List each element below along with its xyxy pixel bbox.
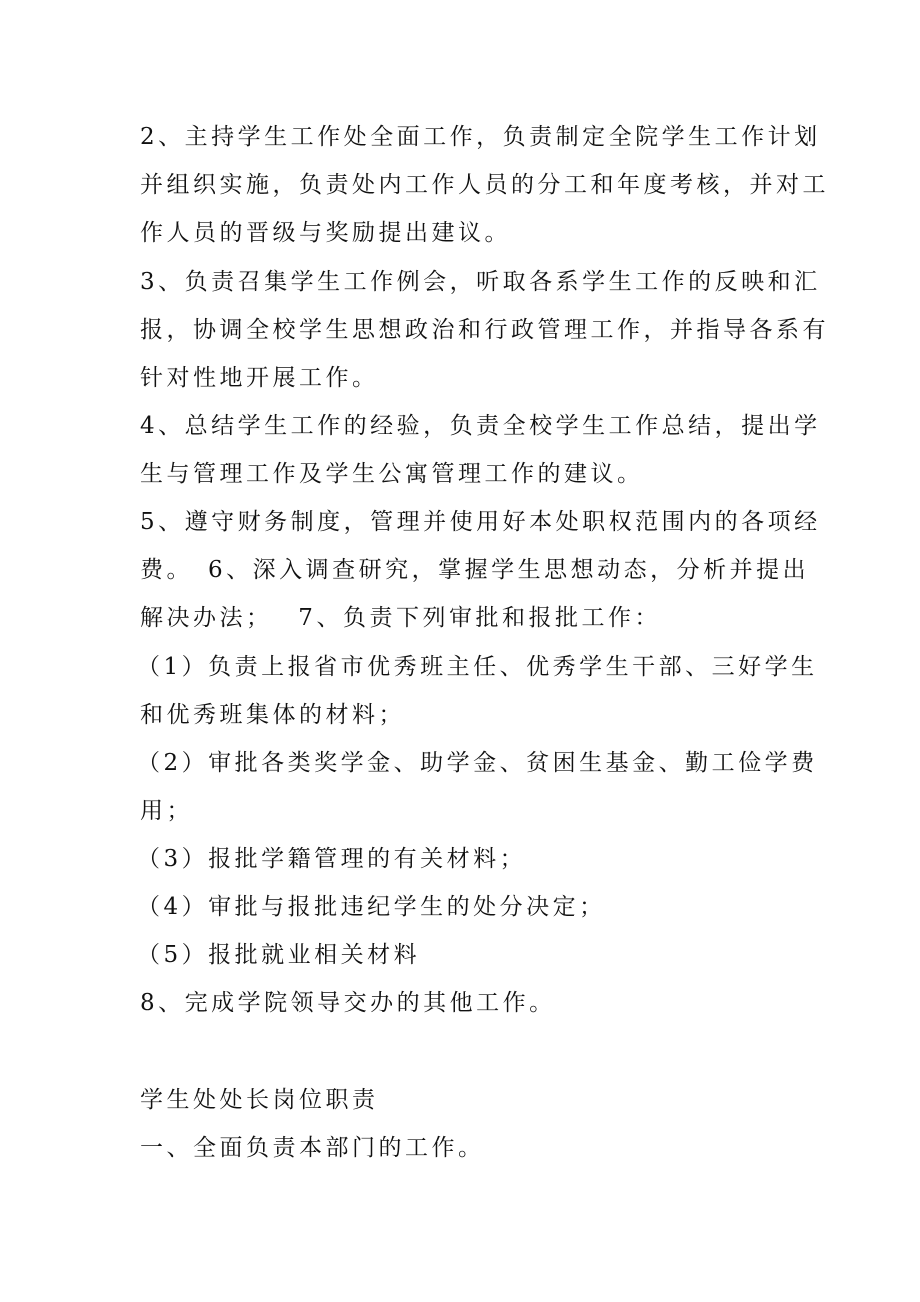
section-title: 学生处处长岗位职责: [140, 1087, 379, 1113]
list-item-line: （3）报批学籍管理的有关材料；: [137, 846, 527, 872]
list-item-line: （1）负责上报省市优秀班主任、优秀学生干部、三好学生: [137, 654, 818, 680]
paragraph-line: 4、总结学生工作的经验，负责全校学生工作总结，提出学: [140, 413, 821, 439]
paragraph-line: 2、主持学生工作处全面工作，负责制定全院学生工作计划: [140, 124, 821, 150]
list-item-line: （4）审批与报批违纪学生的处分决定；: [137, 894, 606, 920]
paragraph-line: 费。 6、深入调查研究，掌握学生思想动态，分析并提出: [140, 557, 810, 583]
paragraph-line: 针对性地开展工作。: [140, 365, 379, 391]
list-item-line: 和优秀班集体的材料；: [140, 702, 405, 728]
list-item-line: 用；: [140, 798, 193, 824]
paragraph-line: 5、遵守财务制度，管理并使用好本处职权范围内的各项经: [140, 509, 821, 535]
list-item-line: （2）审批各类奖学金、助学金、贫困生基金、勤工俭学费: [137, 750, 818, 776]
section-paragraph-line: 一、全面负责本部门的工作。: [140, 1135, 485, 1161]
paragraph-line: 作人员的晋级与奖励提出建议。: [140, 220, 511, 246]
paragraph-line: 并组织实施，负责处内工作人员的分工和年度考核，并对工: [140, 172, 829, 198]
paragraph-line: 解决办法； 7、负责下列审批和报批工作：: [140, 605, 661, 631]
paragraph-line: 生与管理工作及学生公寓管理工作的建议。: [140, 461, 644, 487]
paragraph-line: 3、负责召集学生工作例会，听取各系学生工作的反映和汇: [140, 269, 821, 295]
list-item-line: （5）报批就业相关材料: [137, 942, 421, 968]
paragraph-line: 报，协调全校学生思想政治和行政管理工作，并指导各系有: [140, 317, 829, 343]
paragraph-line: 8、完成学院领导交办的其他工作。: [140, 990, 556, 1016]
